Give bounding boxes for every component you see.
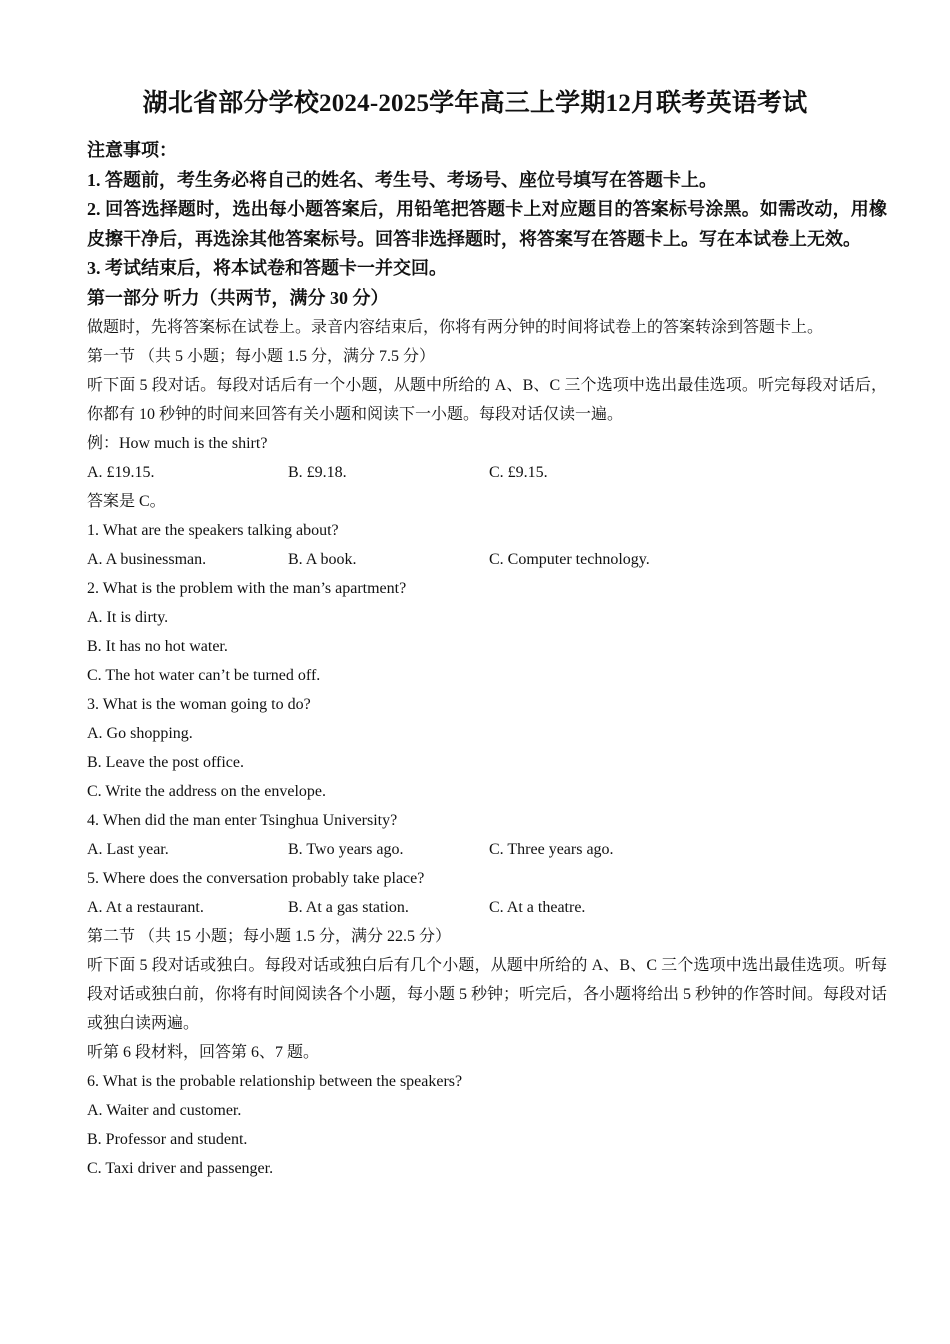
section2-instructions: 听下面 5 段对话或独白。每段对话或独白后有几个小题，从题中所给的 A、B、C 三个选项中选出最佳选项。听每段对话或独白前，你将有时间阅读各个小题，每小题 5 秒钟；听完后，各小题将给出 5 秒钟的作答时间。每段对话或独白读两遍。 [87,957,888,1032]
notice-item-3: 3. 考试结束后，将本试卷和答题卡一并交回。 [87,258,447,278]
q2-option-c: C. The hot water can’t be turned off. [87,667,321,684]
example-option-a: A. £19.15. [87,464,155,481]
material6-intro: 听第 6 段材料，回答第 6、7 题。 [87,1044,320,1061]
q6-option-c: C. Taxi driver and passenger. [87,1160,274,1177]
q1-option-a: A. A businessman. [87,551,207,568]
q6-option-a: A. Waiter and customer. [87,1102,242,1119]
q6-option-b: B. Professor and student. [87,1131,248,1148]
q4-option-c: C. Three years ago. [489,841,614,858]
notice-item-1: 1. 答题前，考生务必将自己的姓名、考生号、考场号、座位号填写在答题卡上。 [87,169,717,190]
section2-heading: 第二节 （共 15 小题；每小题 1.5 分，满分 22.5 分） [87,928,452,945]
q1-option-b: B. A book. [288,551,357,568]
part1-intro: 做题时，先将答案标在试卷上。录音内容结束后，你将有两分钟的时间将试卷上的答案转涂到答题卡上。 [87,319,824,336]
q3-option-a: A. Go shopping. [87,725,193,742]
q4-option-a: A. Last year. [87,841,169,858]
q3-question: 3. What is the woman going to do? [87,696,311,713]
q5-option-b: B. At a gas station. [288,899,409,916]
q3-option-c: C. Write the address on the envelope. [87,783,326,800]
q1-options [87,545,887,574]
q4-question: 4. When did the man enter Tsinghua University? [87,812,398,829]
q6-question: 6. What is the probable relationship between the speakers? [87,1073,463,1090]
section1-instructions: 听下面 5 段对话。每段对话后有一个小题，从题中所给的 A、B、C 三个选项中选出最佳选项。听完每段对话后，你都有 10 秒钟的时间来回答有关小题和阅读下一小题。每段对话仅读一遍。 [87,377,887,423]
q4-option-b: B. Two years ago. [288,841,404,858]
q1-question: 1. What are the speakers talking about? [87,522,339,539]
q5-option-c: C. At a theatre. [489,899,586,916]
exam-page [87,86,887,1183]
q5-option-a: A. At a restaurant. [87,899,204,916]
example-question: 例：How much is the shirt? [87,435,268,452]
q2-question: 2. What is the problem with the man’s apartment? [87,580,407,597]
q1-option-c: C. Computer technology. [489,551,650,568]
part1-heading: 第一部分 听力（共两节，满分 30 分） [87,287,389,308]
example-option-b: B. £9.18. [288,464,347,481]
example-options [87,458,887,487]
q4-options [87,835,887,864]
example-answer: 答案是 C。 [87,493,166,510]
q2-option-b: B. It has no hot water. [87,638,228,655]
example-option-c: C. £9.15. [489,464,548,481]
section1-heading: 第一节 （共 5 小题；每小题 1.5 分，满分 7.5 分） [87,348,436,365]
q5-options [87,893,887,922]
q5-question: 5. Where does the conversation probably take place? [87,870,425,887]
q2-option-a: A. It is dirty. [87,609,169,626]
notice-item-2: 2. 回答选择题时，选出每小题答案后，用铅笔把答题卡上对应题目的答案标号涂黑。如需改动，用橡皮擦干净后，再选涂其他答案标号。回答非选择题时，将答案写在答题卡上。写在本试卷上无效。 [87,199,887,249]
notice-heading: 注意事项： [87,140,177,160]
q3-option-b: B. Leave the post office. [87,754,244,771]
exam-title: 湖北省部分学校2024-2025学年高三上学期12月联考英语考试 [142,90,808,117]
